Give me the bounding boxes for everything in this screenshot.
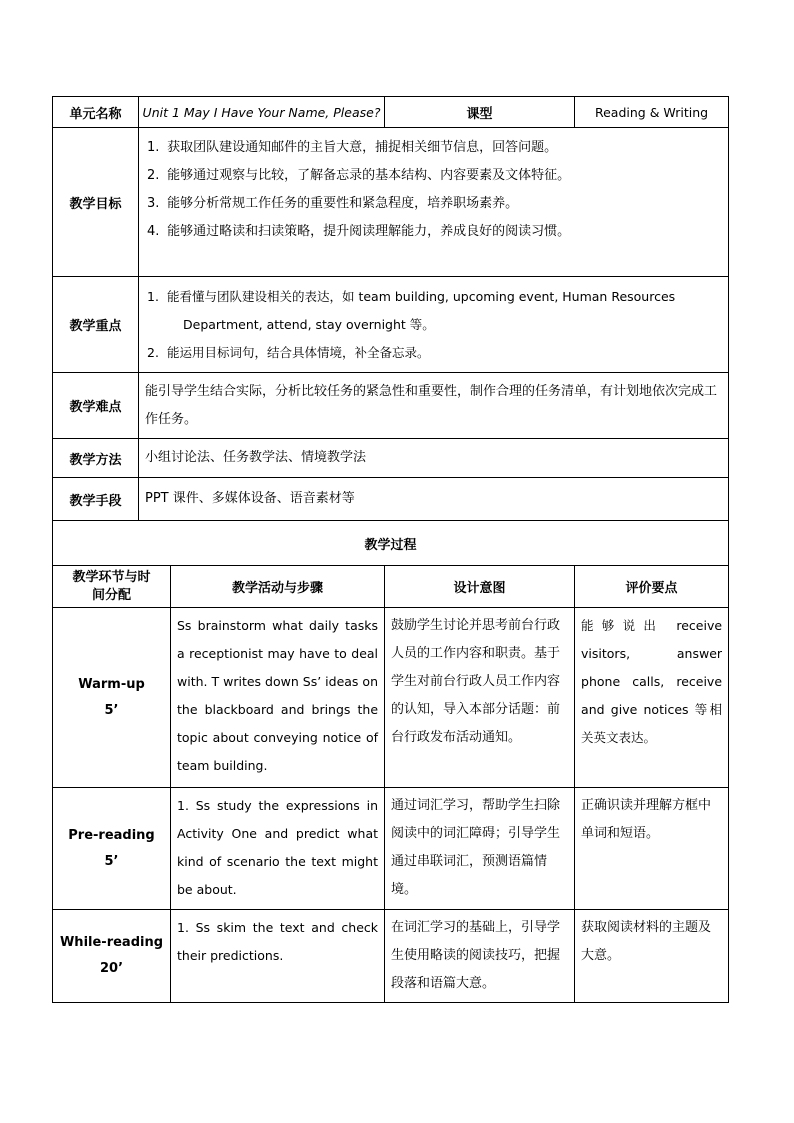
key-point-num: 1. bbox=[147, 288, 159, 304]
intent-text: 鼓励学生讨论并思考前台行政人员的工作内容和职责。基于学生对前台行政人员工作内容的认知，导入本部分话题：前台行政发布活动通知。 bbox=[385, 608, 575, 788]
key-point-text: 能看懂与团队建设相关的表达，如 team building, upcoming event, Human Resources bbox=[166, 288, 676, 304]
difficulty-text: 能引导学生结合实际，分析比较任务的紧急性和重要性，制作合理的任务清单，有计划地依次完成工作任务。 bbox=[139, 373, 729, 439]
objective-text: 能够通过略读和扫读策略，提升阅读理解能力，养成良好的阅读习惯。 bbox=[167, 224, 571, 239]
activity-text: 1. Ss study the expressions in Activity One and predict what kind of scenario the text might be about. bbox=[171, 788, 385, 910]
intent-text: 在词汇学习的基础上，引导学生使用略读的阅读技巧，把握段落和语篇大意。 bbox=[385, 910, 575, 1003]
lesson-plan bbox=[52, 96, 728, 1003]
objective-text: 能够分析常规工作任务的重要性和紧急程度，培养职场素养。 bbox=[167, 196, 519, 211]
type-value: Reading & Writing bbox=[575, 97, 729, 128]
key-point-item bbox=[147, 339, 722, 367]
objective-item bbox=[147, 218, 722, 246]
objective-num: 3. bbox=[147, 196, 160, 211]
process-header-row bbox=[53, 566, 729, 608]
header-stage: 教学环节与时间分配 bbox=[53, 566, 171, 608]
objective-text: 获取团队建设通知邮件的主旨大意，捕捉相关细节信息，回答问题。 bbox=[167, 140, 558, 155]
objective-item bbox=[147, 134, 722, 162]
key-point-continuation: Department, attend, stay overnight 等。 bbox=[183, 316, 435, 332]
process-title: 教学过程 bbox=[53, 521, 729, 566]
header-activity: 教学活动与步骤 bbox=[171, 566, 385, 608]
key-point-text: 能运用目标词句，结合具体情境，补全备忘录。 bbox=[166, 344, 430, 360]
evaluation-text: 获取阅读材料的主题及大意。 bbox=[575, 910, 729, 1003]
header-evaluation: 评价要点 bbox=[575, 566, 729, 608]
key-points-label: 教学重点 bbox=[53, 277, 139, 373]
stage-name: While-reading bbox=[59, 935, 164, 950]
methods-row bbox=[53, 439, 729, 478]
stage-time: 5’ bbox=[104, 853, 119, 869]
objectives-row bbox=[53, 128, 729, 277]
process-row bbox=[53, 788, 729, 910]
unit-label: 单元名称 bbox=[53, 97, 139, 128]
objectives-list bbox=[139, 128, 728, 246]
stage-time: 5’ bbox=[104, 702, 119, 718]
difficulty-row bbox=[53, 373, 729, 439]
objective-item bbox=[147, 190, 722, 218]
activity-text: 1. Ss skim the text and check their predictions. bbox=[171, 910, 385, 1003]
objective-item bbox=[147, 162, 722, 190]
process-row bbox=[53, 608, 729, 788]
unit-value: Unit 1 May I Have Your Name, Please? bbox=[139, 97, 385, 128]
objective-num: 1. bbox=[147, 140, 160, 155]
type-label: 课型 bbox=[385, 97, 575, 128]
methods-label: 教学方法 bbox=[53, 439, 139, 478]
stage-name: Warm-up bbox=[78, 676, 145, 692]
stage-time: 20’ bbox=[99, 961, 124, 976]
evaluation-text: 正确识读并理解方框中单词和短语。 bbox=[575, 788, 729, 910]
process-row bbox=[53, 910, 729, 1003]
key-points-row bbox=[53, 277, 729, 373]
objective-num: 4. bbox=[147, 224, 160, 239]
stage-cell bbox=[53, 608, 171, 788]
means-label: 教学手段 bbox=[53, 478, 139, 521]
objectives-label: 教学目标 bbox=[53, 128, 139, 277]
evaluation-text: 能够说出 receive visitors, answer phone calls, receive and give notices 等相关英文表达。 bbox=[575, 608, 729, 788]
objectives-content bbox=[139, 128, 729, 277]
objective-text: 能够通过观察与比较，了解备忘录的基本结构、内容要素及文体特征。 bbox=[167, 168, 571, 183]
header-intent: 设计意图 bbox=[385, 566, 575, 608]
means-row bbox=[53, 478, 729, 521]
difficulty-label: 教学难点 bbox=[53, 373, 139, 439]
key-points-content bbox=[139, 277, 729, 373]
stage-cell bbox=[53, 910, 171, 1003]
lesson-plan-table bbox=[52, 96, 729, 1003]
key-point-item bbox=[147, 283, 722, 311]
activity-text: Ss brainstorm what daily tasks a receptionist may have to deal with. T writes down Ss’ ideas on the blackboard and brings the topic about conveying notice of team building. bbox=[171, 608, 385, 788]
objective-num: 2. bbox=[147, 168, 160, 183]
methods-text: 小组讨论法、任务教学法、情境教学法 bbox=[139, 439, 729, 478]
unit-row bbox=[53, 97, 729, 128]
key-point-num: 2. bbox=[147, 344, 159, 360]
stage-name: Pre-reading bbox=[68, 827, 155, 843]
process-title-row bbox=[53, 521, 729, 566]
means-text: PPT 课件、多媒体设备、语音素材等 bbox=[139, 478, 729, 521]
stage-cell bbox=[53, 788, 171, 910]
intent-text: 通过词汇学习，帮助学生扫除阅读中的词汇障碍；引导学生通过串联词汇，预测语篇情境。 bbox=[385, 788, 575, 910]
